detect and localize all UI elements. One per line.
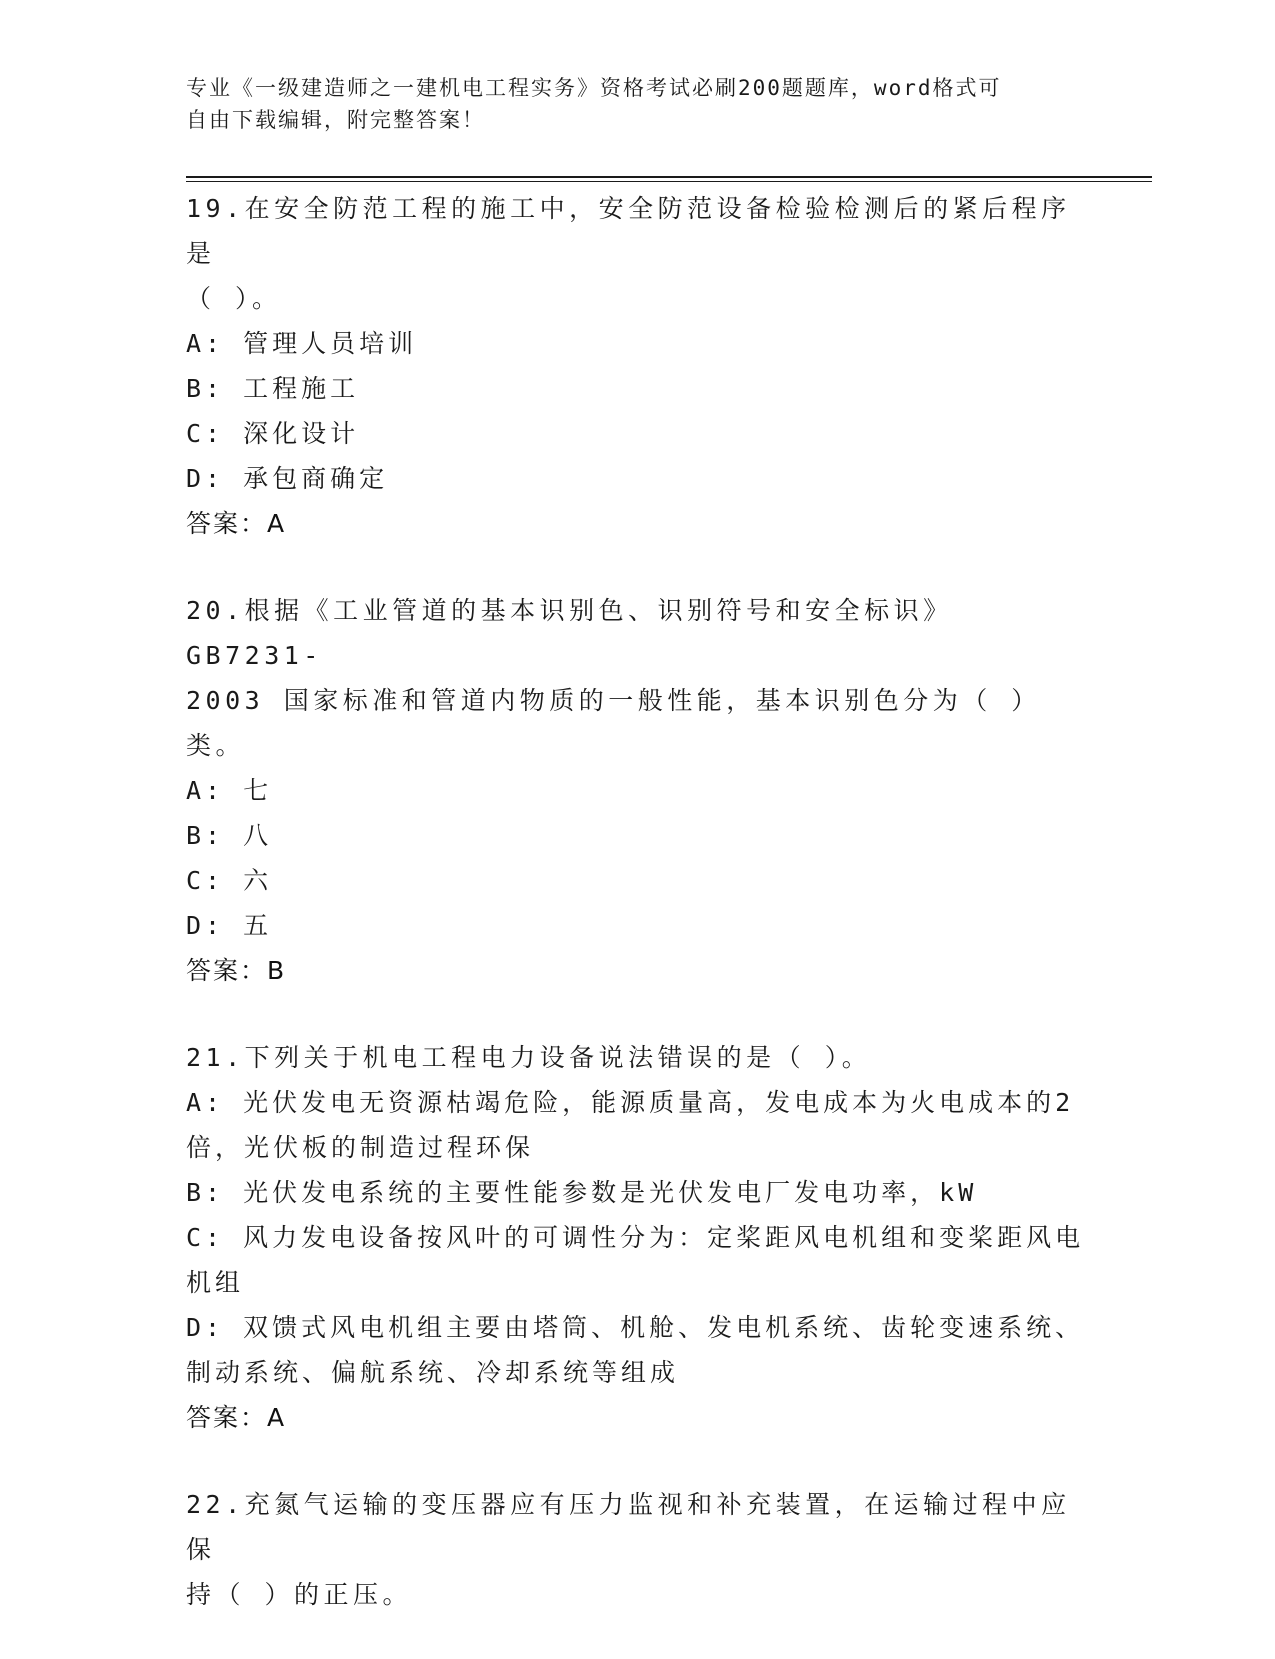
option-d: D: 承包商确定 xyxy=(186,464,389,493)
header-line-1: 专业《一级建造师之一建机电工程实务》资格考试必刷200题题库，word格式可 xyxy=(186,76,1002,100)
answer-line xyxy=(186,1395,1086,1440)
option-b: B: 光伏发电系统的主要性能参数是光伏发电厂发电功率，kW xyxy=(186,1178,978,1207)
answer-value: B xyxy=(267,956,286,985)
question-22 xyxy=(186,1482,1086,1617)
answer-value: A xyxy=(267,509,286,538)
option-d-continued: 制动系统、偏航系统、冷却系统等组成 xyxy=(186,1358,680,1387)
option-d: D: 双馈式风电机组主要由塔筒、机舱、发电机系统、齿轮变速系统、 xyxy=(186,1313,1085,1342)
answer-label: 答案： xyxy=(186,509,268,538)
document-header xyxy=(186,72,1066,136)
question-list xyxy=(186,186,1086,1659)
option-a: A: 七 xyxy=(186,776,273,805)
answer-line xyxy=(186,948,1086,993)
option-c: C: 深化设计 xyxy=(186,419,360,448)
question-stem-line: 持（ ）的正压。 xyxy=(186,1580,413,1609)
answer-line xyxy=(186,501,1086,546)
option-c-continued: 机组 xyxy=(186,1268,245,1297)
option-a-continued: 倍，光伏板的制造过程环保 xyxy=(186,1133,535,1162)
option-b: B: 工程施工 xyxy=(186,374,360,403)
option-b: B: 八 xyxy=(186,821,273,850)
option-d: D: 五 xyxy=(186,911,273,940)
header-line-2: 自由下载编辑，附完整答案！ xyxy=(186,108,485,132)
question-20 xyxy=(186,588,1086,993)
question-stem-line: 21.下列关于机电工程电力设备说法错误的是（ ）。 xyxy=(186,1043,872,1072)
question-stem-line: 19.在安全防范工程的施工中，安全防范设备检验检测后的紧后程序是 xyxy=(186,194,1071,268)
question-19 xyxy=(186,186,1086,546)
answer-label: 答案： xyxy=(186,1403,268,1432)
option-c: C: 风力发电设备按风叶的可调性分为：定桨距风电机组和变桨距风电 xyxy=(186,1223,1085,1252)
option-a: A: 管理人员培训 xyxy=(186,329,418,358)
question-stem-line: 22.充氮气运输的变压器应有压力监视和补充装置，在运输过程中应保 xyxy=(186,1490,1071,1564)
answer-value: A xyxy=(267,1403,286,1432)
question-stem-line: （ ）。 xyxy=(186,284,282,313)
question-stem-line: 20.根据《工业管道的基本识别色、识别符号和安全标识》GB7231- xyxy=(186,596,953,670)
option-c: C: 六 xyxy=(186,866,273,895)
question-stem-line: 2003 国家标准和管道内物质的一般性能，基本识别色分为（ ）类。 xyxy=(186,686,1041,760)
question-21 xyxy=(186,1035,1086,1440)
answer-label: 答案： xyxy=(186,956,268,985)
header-rule-thin xyxy=(186,181,1152,182)
option-a: A: 光伏发电无资源枯竭危险，能源质量高，发电成本为火电成本的2 xyxy=(186,1088,1075,1117)
header-rule-thick xyxy=(186,176,1152,178)
